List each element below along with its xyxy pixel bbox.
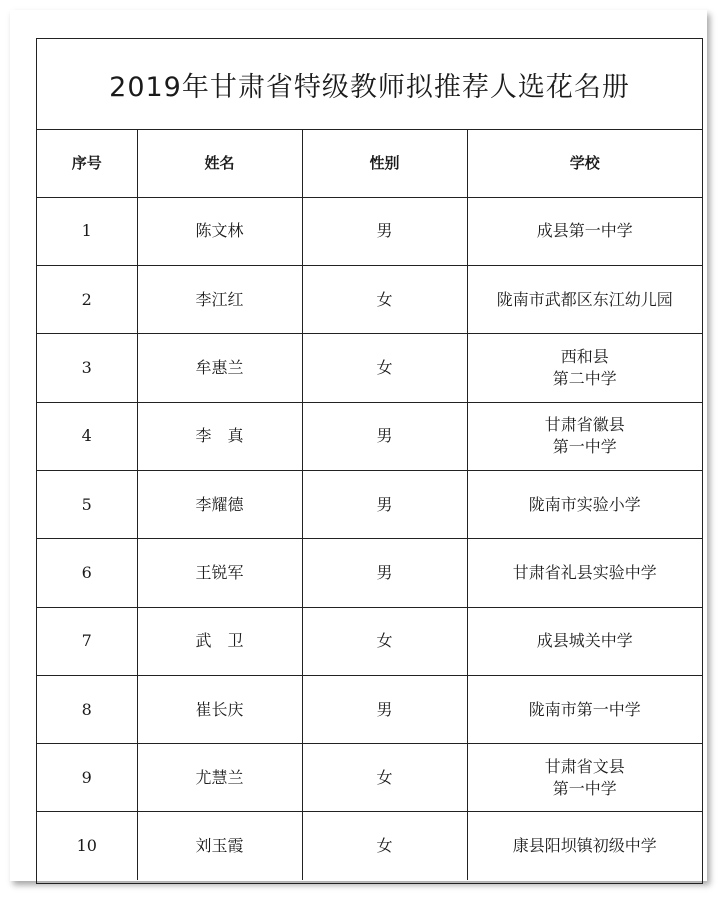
school-line: 第一中学 [552, 437, 617, 457]
cell-name: 崔长庆 [137, 675, 302, 743]
school-line: 康县阳坝镇初级中学 [512, 836, 657, 856]
cell-gender: 男 [302, 402, 467, 470]
cell-number: 7 [37, 607, 137, 675]
table-row [37, 470, 702, 538]
cell-school [467, 470, 702, 538]
cell-school [467, 607, 702, 675]
cell-number: 8 [37, 675, 137, 743]
cell-number: 5 [37, 470, 137, 538]
cell-number: 2 [37, 266, 137, 334]
school-line: 西和县 [560, 347, 609, 367]
header-row [37, 129, 702, 197]
cell-name: 牟惠兰 [137, 334, 302, 402]
school-line: 陇南市第一中学 [528, 699, 641, 719]
cell-gender: 女 [302, 266, 467, 334]
cell-school [467, 402, 702, 470]
school-line: 第二中学 [552, 369, 617, 389]
header-name: 姓名 [137, 129, 302, 197]
cell-gender: 男 [302, 675, 467, 743]
cell-gender: 女 [302, 744, 467, 812]
table-row [37, 675, 702, 743]
cell-name: 陈文林 [137, 197, 302, 265]
cell-name: 李 真 [137, 402, 302, 470]
header-school: 学校 [467, 129, 702, 197]
school-line: 甘肃省礼县实验中学 [512, 562, 657, 582]
cell-number: 6 [37, 539, 137, 607]
cell-number: 10 [37, 812, 137, 880]
school-line: 甘肃省徽县 [544, 415, 625, 435]
cell-gender: 女 [302, 812, 467, 880]
header-number: 序号 [37, 129, 137, 197]
cell-name: 尤慧兰 [137, 744, 302, 812]
cell-gender: 女 [302, 607, 467, 675]
cell-gender: 女 [302, 334, 467, 402]
table-row [37, 334, 702, 402]
cell-school [467, 675, 702, 743]
table-row [37, 744, 702, 812]
table-row [37, 607, 702, 675]
cell-school [467, 539, 702, 607]
cell-name: 武 卫 [137, 607, 302, 675]
school-line: 成县第一中学 [536, 221, 633, 241]
page-title: 2019年甘肃省特级教师拟推荐人选花名册 [37, 39, 702, 130]
roster-table [37, 129, 702, 880]
header-gender: 性别 [302, 129, 467, 197]
cell-school [467, 334, 702, 402]
cell-school [467, 197, 702, 265]
school-line: 第一中学 [552, 778, 617, 798]
cell-number: 9 [37, 744, 137, 812]
cell-number: 3 [37, 334, 137, 402]
table-row [37, 539, 702, 607]
paper-frame [10, 10, 707, 881]
school-line: 陇南市武都区东江幼儿园 [496, 289, 673, 309]
table-row [37, 266, 702, 334]
school-line: 成县城关中学 [536, 631, 633, 651]
cell-name: 刘玉霞 [137, 812, 302, 880]
table-row [37, 812, 702, 880]
cell-name: 李江红 [137, 266, 302, 334]
school-line: 陇南市实验小学 [528, 494, 641, 514]
cell-name: 王锐军 [137, 539, 302, 607]
cell-name: 李耀德 [137, 470, 302, 538]
table-body [37, 197, 702, 880]
table-row [37, 402, 702, 470]
table-row [37, 197, 702, 265]
cell-school [467, 744, 702, 812]
cell-number: 1 [37, 197, 137, 265]
school-line: 甘肃省文县 [544, 756, 625, 776]
cell-school [467, 266, 702, 334]
roster-sheet [36, 38, 703, 884]
cell-number: 4 [37, 402, 137, 470]
cell-gender: 男 [302, 470, 467, 538]
cell-school [467, 812, 702, 880]
cell-gender: 男 [302, 539, 467, 607]
cell-gender: 男 [302, 197, 467, 265]
